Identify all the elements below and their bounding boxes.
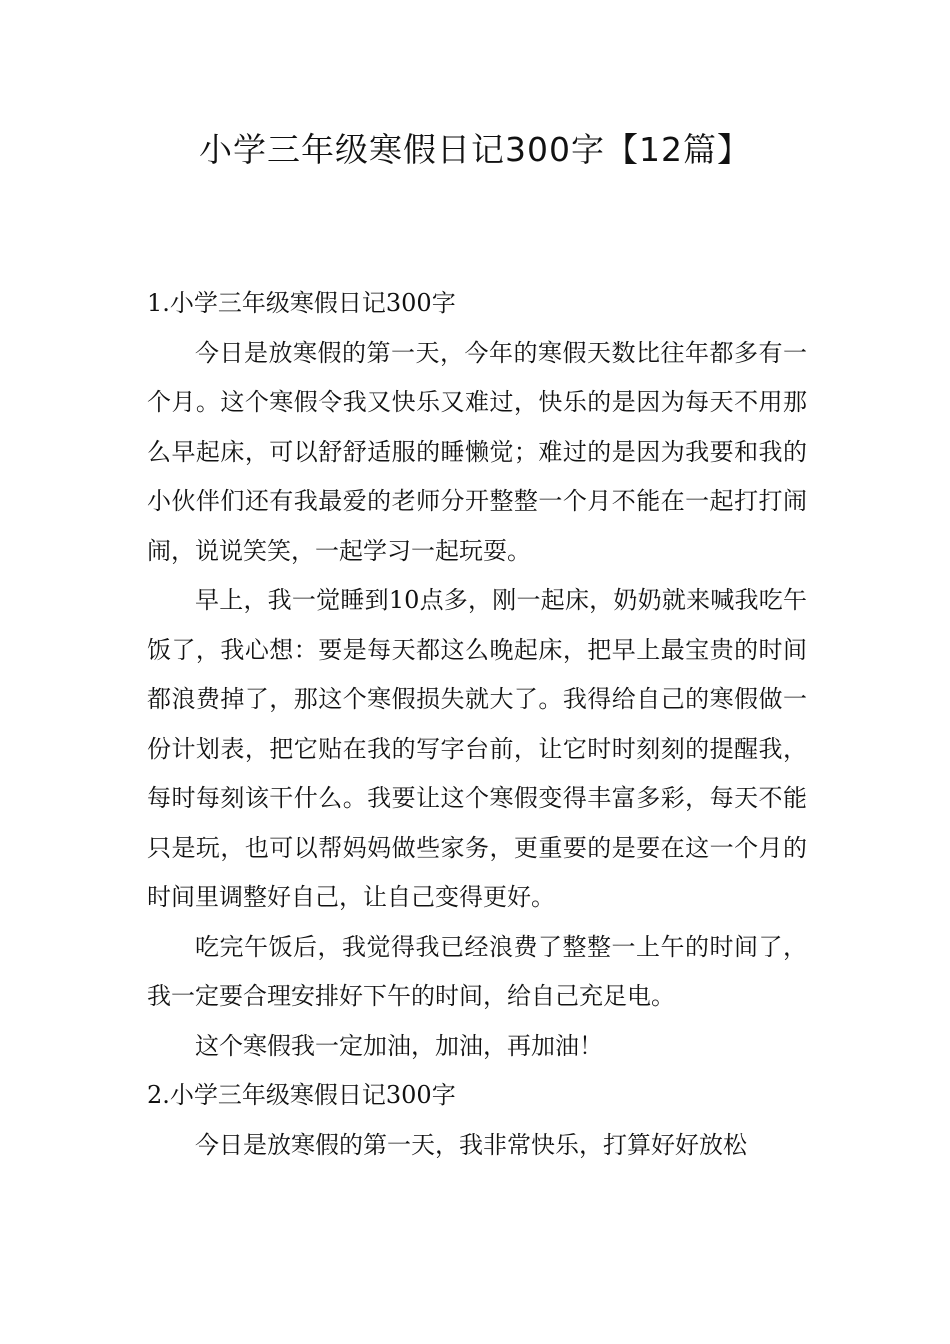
diary-section-2 <box>147 1071 807 1170</box>
document-body <box>147 279 807 1170</box>
diary-section-1 <box>147 279 807 1071</box>
paragraph: 吃完午饭后，我觉得我已经浪费了整整一上午的时间了，我一定要合理安排好下午的时间，给自己充足电。 <box>147 932 807 1010</box>
paragraph: 早上，我一觉睡到10点多，刚一起床，奶奶就来喊我吃午饭了，我心想：要是每天都这么晚起床，把早上最宝贵的时间都浪费掉了，那这个寒假损失就大了。我得给自己的寒假做一份计划表，把它贴在我的写字台前，让它时时刻刻的提醒我，每时每刻该干什么。我要让这个寒假变得丰富多彩，每天不能只是玩，也可以帮妈妈做些家务，更重要的是要在这一个月的时间里调整好自己，让自己变得更好。 <box>147 586 807 911</box>
paragraph: 今日是放寒假的第一天，今年的寒假天数比往年都多有一个月。这个寒假令我又快乐又难过，快乐的是因为每天不用那么早起床，可以舒舒适服的睡懒觉；难过的是因为我要和我的小伙伴们还有我最爱的老师分开整整一个月不能在一起打打闹闹，说说笑笑，一起学习一起玩耍。 <box>147 338 807 565</box>
document-title: 小学三年级寒假日记300字【12篇】 <box>199 130 751 169</box>
section-heading: 2.小学三年级寒假日记300字 <box>147 1081 456 1109</box>
paragraph: 这个寒假我一定加油，加油，再加油！ <box>195 1031 603 1060</box>
section-heading: 1.小学三年级寒假日记300字 <box>147 289 456 317</box>
paragraph: 今日是放寒假的第一天，我非常快乐，打算好好放松 <box>195 1130 747 1159</box>
